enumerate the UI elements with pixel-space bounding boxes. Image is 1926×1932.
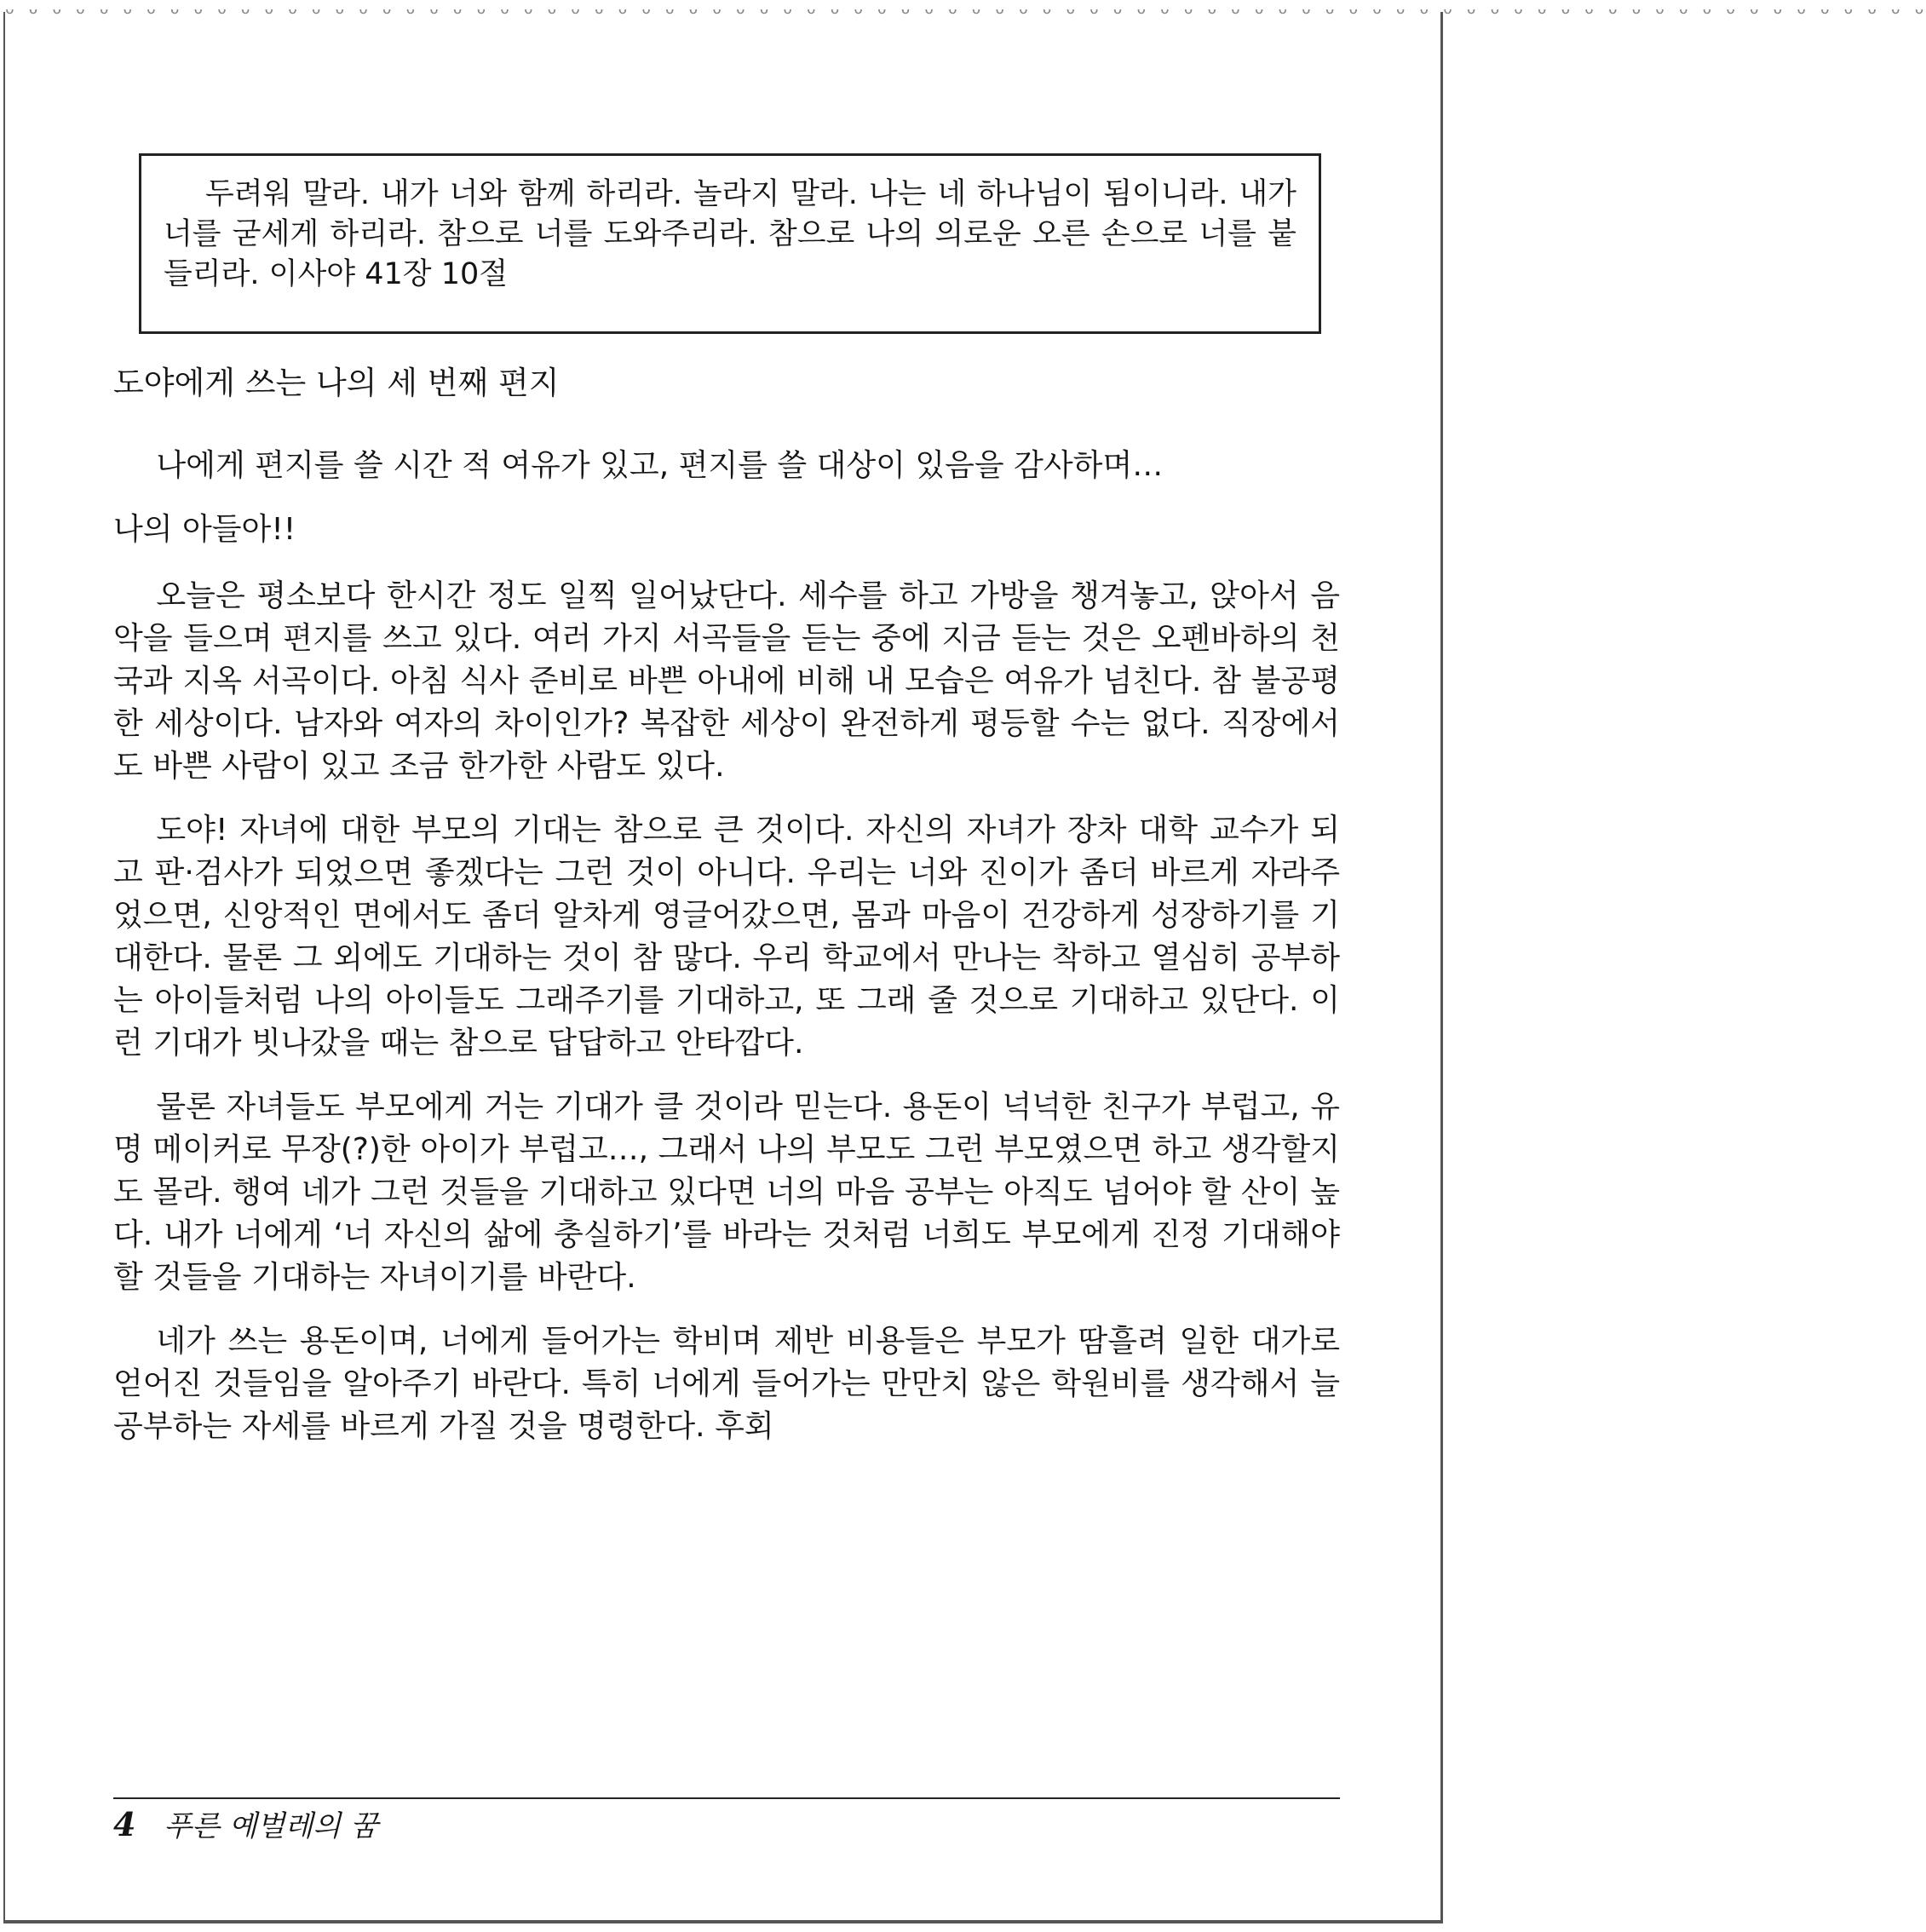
paragraph-morning: 오늘은 평소보다 한시간 정도 일찍 일어났단다. 세수를 하고 가방을 챙겨놓고, 앉아서 음악을 들으며 편지를 쓰고 있다. 여러 가지 서곡들을 듣는 중에 지금 듣는 것은 오펜바하의 천국과 지옥 서곡이다. 아침 식사 준비로 바쁜 아내에 비해 내 모습은 여유가 넘친다. 참 불공평한 세상이다. 남자와 여자의 차이인가? 복잡한 세상이 완전하게 평등할 수는 없다. 직장에서도 바쁜 사람이 있고 조금 한가한 사람도 있다. <box>113 578 1340 784</box>
page-number: 4 <box>113 1805 136 1843</box>
footer-divider <box>113 1797 1340 1799</box>
paragraph-allowance: 네가 쓰는 용돈이며, 너에게 들어가는 학비며 제반 비용들은 부모가 땀흘려 일한 대가로 얻어진 것들임을 알아주기 바란다. 특히 너에게 들어가는 만만치 않은 학원비를 생각해서 늘 공부하는 자세를 바르게 가질 것을 명령한다. 후회 <box>113 1324 1340 1444</box>
binding-marks: ᴗ ᴗ ᴗ ᴗ ᴗ ᴗ ᴗ ᴗ ᴗ ᴗ ᴗ ᴗ ᴗ ᴗ ᴗ ᴗ ᴗ ᴗ ᴗ ᴗ ᴗ ᴗ ᴗ ᴗ ᴗ ᴗ ᴗ ᴗ ᴗ ᴗ ᴗ ᴗ ᴗ ᴗ ᴗ ᴗ ᴗ ᴗ ᴗ ᴗ ᴗ ᴗ ᴗ ᴗ ᴗ ᴗ ᴗ ᴗ ᴗ ᴗ ᴗ ᴗ ᴗ ᴗ ᴗ ᴗ ᴗ ᴗ ᴗ ᴗ ᴗ ᴗ ᴗ ᴗ ᴗ ᴗ ᴗ ᴗ ᴗ ᴗ ᴗ ᴗ ᴗ ᴗ ᴗ ᴗ ᴗ ᴗ ᴗ ᴗ ᴗ ᴗ <box>5 0 1926 18</box>
page-footer <box>113 1806 378 1845</box>
book-title: 푸른 예벌레의 꿈 <box>164 1809 378 1843</box>
paragraph-expectations: 도야! 자녀에 대한 부모의 기대는 참으로 큰 것이다. 자신의 자녀가 장차 대학 교수가 되고 판·검사가 되었으면 좋겠다는 그런 것이 아니다. 우리는 너와 진이가 좀더 바르게 자라주었으면, 신앙적인 면에서도 좀더 알차게 영글어갔으면, 몸과 마음이 건강하게 성장하기를 기대한다. 물론 그 외에도 기대하는 것이 참 많다. 우리 학교에서 만나는 착하고 열심히 공부하는 아이들처럼 나의 아이들도 그래주기를 기대하고, 또 그래 줄 것으로 기대하고 있단다. 이런 기대가 빗나갔을 때는 참으로 답답하고 안타깝다. <box>113 813 1340 1061</box>
paragraph-opening: 나에게 편지를 쓸 시간 적 여유가 있고, 편지를 쓸 대상이 있음을 감사하며… <box>156 448 1164 483</box>
bible-verse-box <box>139 153 1321 334</box>
paragraph-greeting: 나의 아들아!! <box>113 512 296 547</box>
letter-title: 도야에게 쓰는 나의 세 번째 편지 <box>113 365 560 401</box>
letter-body <box>113 445 1340 1469</box>
bible-verse-text: 두려워 말라. 내가 너와 함께 하리라. 놀라지 말라. 나는 네 하나님이 됨이니라. 내가 너를 굳세게 하리라. 참으로 너를 도와주리라. 참으로 나의 의로운 오른 손으로 너를 붙들리라. 이사야 41장 10절 <box>164 177 1296 291</box>
paragraph-children-expectations: 물론 자녀들도 부모에게 거는 기대가 클 것이라 믿는다. 용돈이 넉넉한 친구가 부럽고, 유명 메이커로 무장(?)한 아이가 부럽고…, 그래서 나의 부모도 그런 부모였으면 하고 생각할지도 몰라. 행여 네가 그런 것들을 기대하고 있다면 너의 마음 공부는 아직도 넘어야 할 산이 높다. 내가 너에게 ‘너 자신의 삶에 충실하기’를 바라는 것처럼 너희도 부모에게 진정 기대해야 할 것들을 기대하는 자녀이기를 바란다. <box>113 1090 1340 1295</box>
